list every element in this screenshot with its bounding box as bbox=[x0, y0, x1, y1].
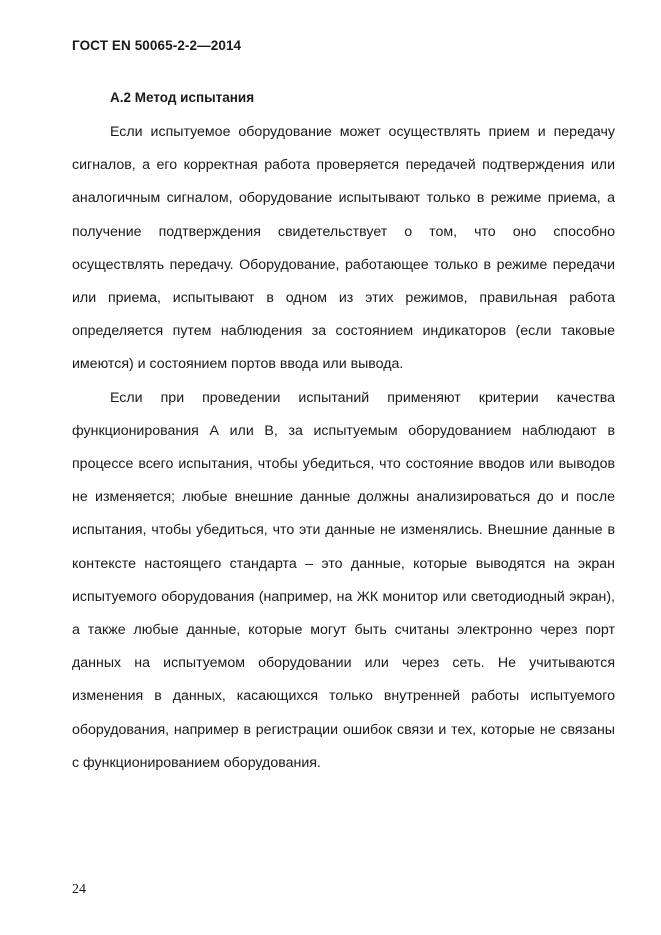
body-text bbox=[72, 116, 615, 780]
paragraph-1: Если испытуемое оборудование может осуществлять прием и передачу сигналов, а его корректная работа проверяется передачей подтверждения или аналогичным сигналом, оборудование испытывают только в режиме приема, а получение подтверждения свидетельствует о том, что оно способно осуществлять передачу. Оборудование, работающее только в режиме передачи или приема, испытывают в одном из этих режимов, правильная работа определяется путем наблюдения за состоянием индикаторов (если таковые имеются) и состоянием портов ввода или вывода. bbox=[72, 124, 615, 373]
paragraph-2: Если при проведении испытаний применяют критерии качества функционирования А или В, за испытуемым оборудованием наблюдают в процессе всего испытания, чтобы убедиться, что состояние вводов или выводов не изменяется; любые внешние данные должны анализироваться до и после испытания, чтобы убедиться, что эти данные не изменялись. Внешние данные в контексте настоящего стандарта – это данные, которые выводятся на экран испытуемого оборудования (например, на ЖК монитор или светодиодный экран), а также любые данные, которые могут быть считаны электронно через порт данных на испытуемом оборудовании или через сеть. Не учитываются изменения в данных, касающихся только внутренней работы испытуемого оборудования, например в регистрации ошибок связи и тех, которые не связаны с функционированием оборудования. bbox=[72, 389, 615, 771]
page-number: 24 bbox=[72, 882, 86, 897]
document-header: ГОСТ EN 50065-2-2—2014 bbox=[72, 38, 242, 53]
section-title: А.2 Метод испытания bbox=[110, 90, 255, 105]
